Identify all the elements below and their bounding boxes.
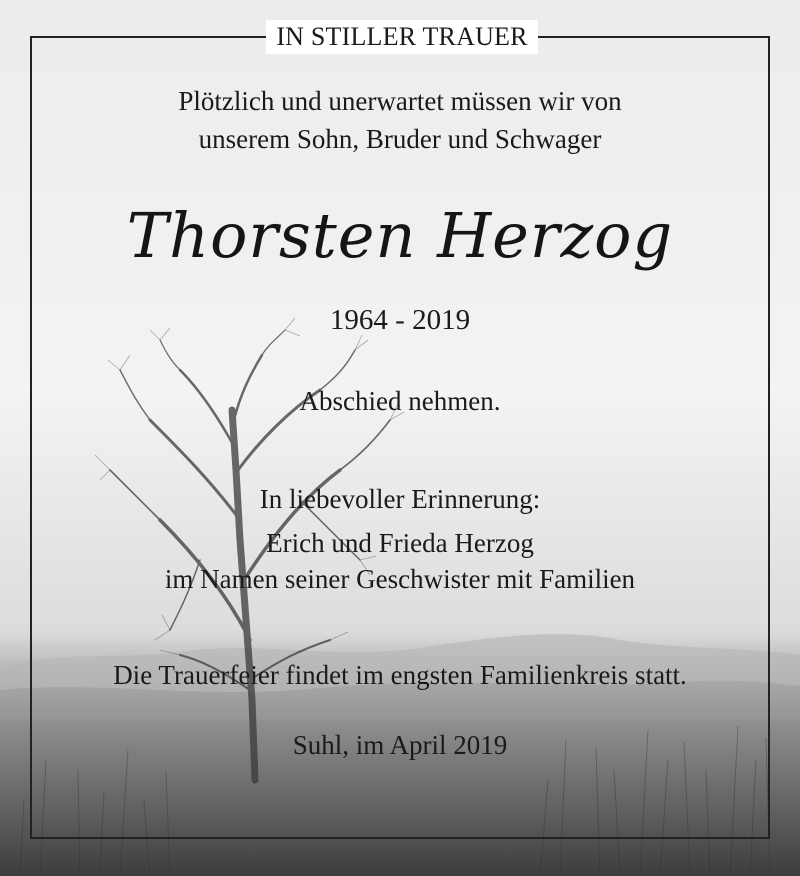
place-date: Suhl, im April 2019 [292, 730, 508, 760]
intro-line-2: unserem Sohn, Bruder und Schwager [198, 124, 602, 154]
remembrance-intro: In liebevoller Erinnerung: [259, 484, 541, 514]
header-label: IN STILLER TRAUER [266, 20, 538, 54]
mourner-names: Erich und Frieda Herzog [266, 528, 534, 558]
border-frame [30, 36, 770, 839]
intro-line-1: Plötzlich und unerwartet müssen wir von [178, 86, 622, 116]
deceased-name: Thorsten Herzog [126, 199, 674, 272]
life-years: 1964 - 2019 [329, 304, 471, 336]
mourner-family: im Namen seiner Geschwister mit Familien [164, 564, 636, 594]
farewell-text: Abschied nehmen. [299, 386, 501, 416]
funeral-note: Die Trauerfeier findet im engsten Familienkreis statt. [113, 660, 687, 690]
